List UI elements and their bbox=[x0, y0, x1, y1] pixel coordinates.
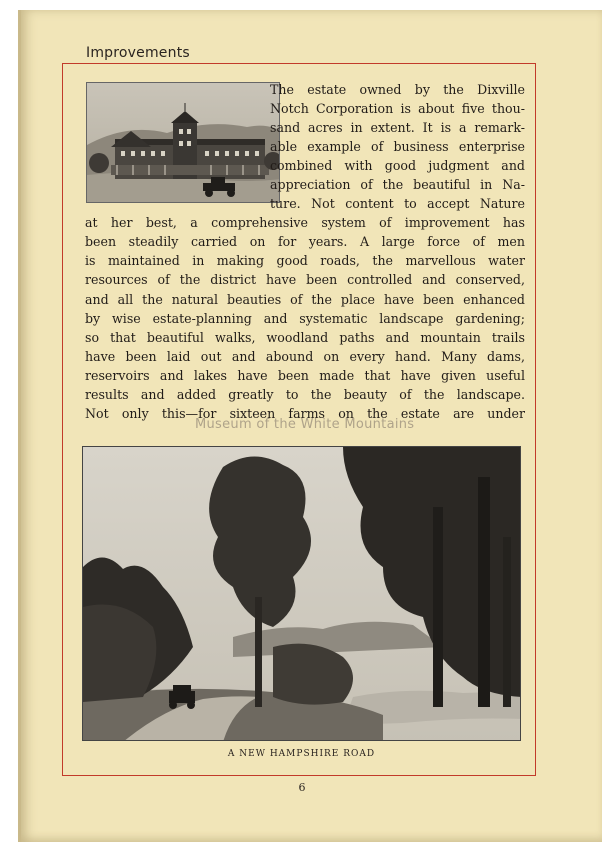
text-line: ture. Not content to accept Nature bbox=[270, 196, 525, 212]
text-line: by wise estate-planning and systematic landscape gardening; bbox=[85, 310, 525, 326]
text-line: so that beautiful walks, woodland paths and mountain trails bbox=[85, 329, 525, 345]
text-line: Notch Corporation is about five thou- bbox=[270, 101, 525, 117]
text-line: have been laid out and abound on every hand. Many dams, bbox=[85, 348, 525, 364]
page-number: 6 bbox=[298, 781, 306, 794]
text-line: is maintained in making good roads, the marvellous water bbox=[85, 253, 525, 269]
text-line: The estate owned by the Dixville bbox=[270, 82, 525, 97]
text-line: and all the natural beauties of the place have been enhanced bbox=[85, 291, 525, 307]
text-line: at her best, a comprehensive system of improvement has bbox=[85, 215, 525, 231]
text-line: reservoirs and lakes have been made that have given useful bbox=[85, 367, 525, 383]
text-line: able example of business enterprise bbox=[270, 139, 525, 155]
text-line: resources of the district have been controlled and conserved, bbox=[85, 272, 525, 288]
article-body bbox=[85, 80, 525, 423]
text-line: been steadily carried on for years. A large force of men bbox=[85, 234, 525, 250]
text-line: combined with good judgment and bbox=[270, 158, 525, 174]
text-line: sand acres in extent. It is a remark- bbox=[270, 120, 525, 136]
text-beside-photo bbox=[85, 80, 525, 213]
text-line: appreciation of the beautiful in Na- bbox=[270, 177, 525, 193]
watermark: Museum of the White Mountains bbox=[195, 417, 415, 432]
text-line: results and added greatly to the beauty of the landscape. bbox=[85, 386, 525, 402]
text-line: Not only this—for sixteen farms on the estate are under bbox=[85, 405, 525, 421]
road-image bbox=[83, 447, 521, 741]
road-photograph bbox=[82, 446, 521, 741]
figure-caption: A NEW HAMPSHIRE ROAD bbox=[227, 749, 376, 759]
running-head: Improvements bbox=[86, 45, 190, 61]
